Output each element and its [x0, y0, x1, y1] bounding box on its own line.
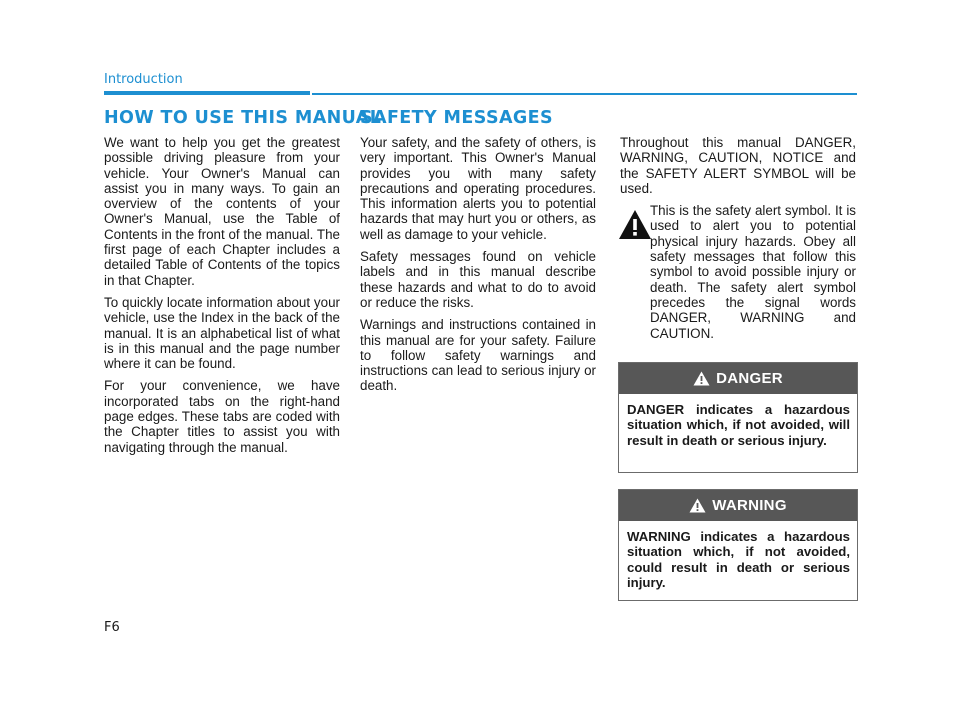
- paragraph: Safety messages found on vehicle labels and in this manual describe these hazards and what to do to avoid or reduce the risks.: [360, 249, 596, 310]
- column-signal-words: [620, 135, 856, 341]
- header-rule-thick: [104, 91, 310, 95]
- page-number: F6: [104, 620, 120, 635]
- paragraph: We want to help you get the greatest possible driving pleasure from your vehicle. Your Owner's Manual can assist you in many ways. To gain an overview of the contents of your Owner's Manual, use the Table of Contents in the front of the manual. The first page of each Chapter includes a detailed Table of Contents of the topics in that Chapter.: [104, 135, 340, 288]
- warning-triangle-icon: [689, 498, 706, 513]
- header-rule-thin: [312, 93, 857, 95]
- safety-alert-description: This is the safety alert symbol. It is used to alert you to potential physical injury hazards. Obey all safety messages that follow this symbol to avoid possible injury or death. The safety alert symbol precedes the signal words DANGER, WARNING and CAUTION.: [650, 203, 856, 341]
- warning-box: [618, 489, 858, 601]
- safety-alert-block: [620, 203, 856, 341]
- paragraph: Warnings and instructions contained in this manual are for your safety. Failure to follow safety warnings and instructions can lead to serious injury or death.: [360, 317, 596, 394]
- signal-words-intro: Throughout this manual DANGER, WARNING, CAUTION, NOTICE and the SAFETY ALERT SYMBOL will be used.: [620, 135, 856, 196]
- warning-header: [619, 490, 857, 521]
- warning-text: WARNING indicates a hazardous situation which, if not avoided, could result in death or serious injury.: [627, 529, 850, 590]
- column-safety-messages: [360, 135, 596, 401]
- paragraph: To quickly locate information about your vehicle, use the Index in the back of the manual. It is an alphabetical list of what is in this manual and the page number where it can be found.: [104, 294, 340, 372]
- warning-triangle-icon: [693, 371, 710, 386]
- column-how-to-use: [104, 135, 340, 462]
- how-to-use-heading: HOW TO USE THIS MANUAL: [104, 108, 382, 128]
- safety-messages-heading: SAFETY MESSAGES: [360, 108, 554, 128]
- section-label: Introduction: [104, 72, 183, 87]
- danger-header: [619, 363, 857, 394]
- paragraph: For your convenience, we have incorporated tabs on the right-hand page edges. These tabs are coded with the Chapter titles to assist you with navigating through the manual.: [104, 378, 340, 455]
- danger-label: DANGER: [716, 370, 783, 387]
- danger-box: [618, 362, 858, 473]
- safety-alert-icon: [618, 209, 652, 240]
- danger-text: DANGER indicates a hazardous situation which, if not avoided, will result in death or serious injury.: [627, 402, 850, 448]
- warning-label: WARNING: [712, 497, 787, 514]
- paragraph: Your safety, and the safety of others, is very important. This Owner's Manual provides you with many safety precautions and operating procedures. This information alerts you to potential hazards that may hurt you or others, as well as damage to your vehicle.: [360, 135, 596, 242]
